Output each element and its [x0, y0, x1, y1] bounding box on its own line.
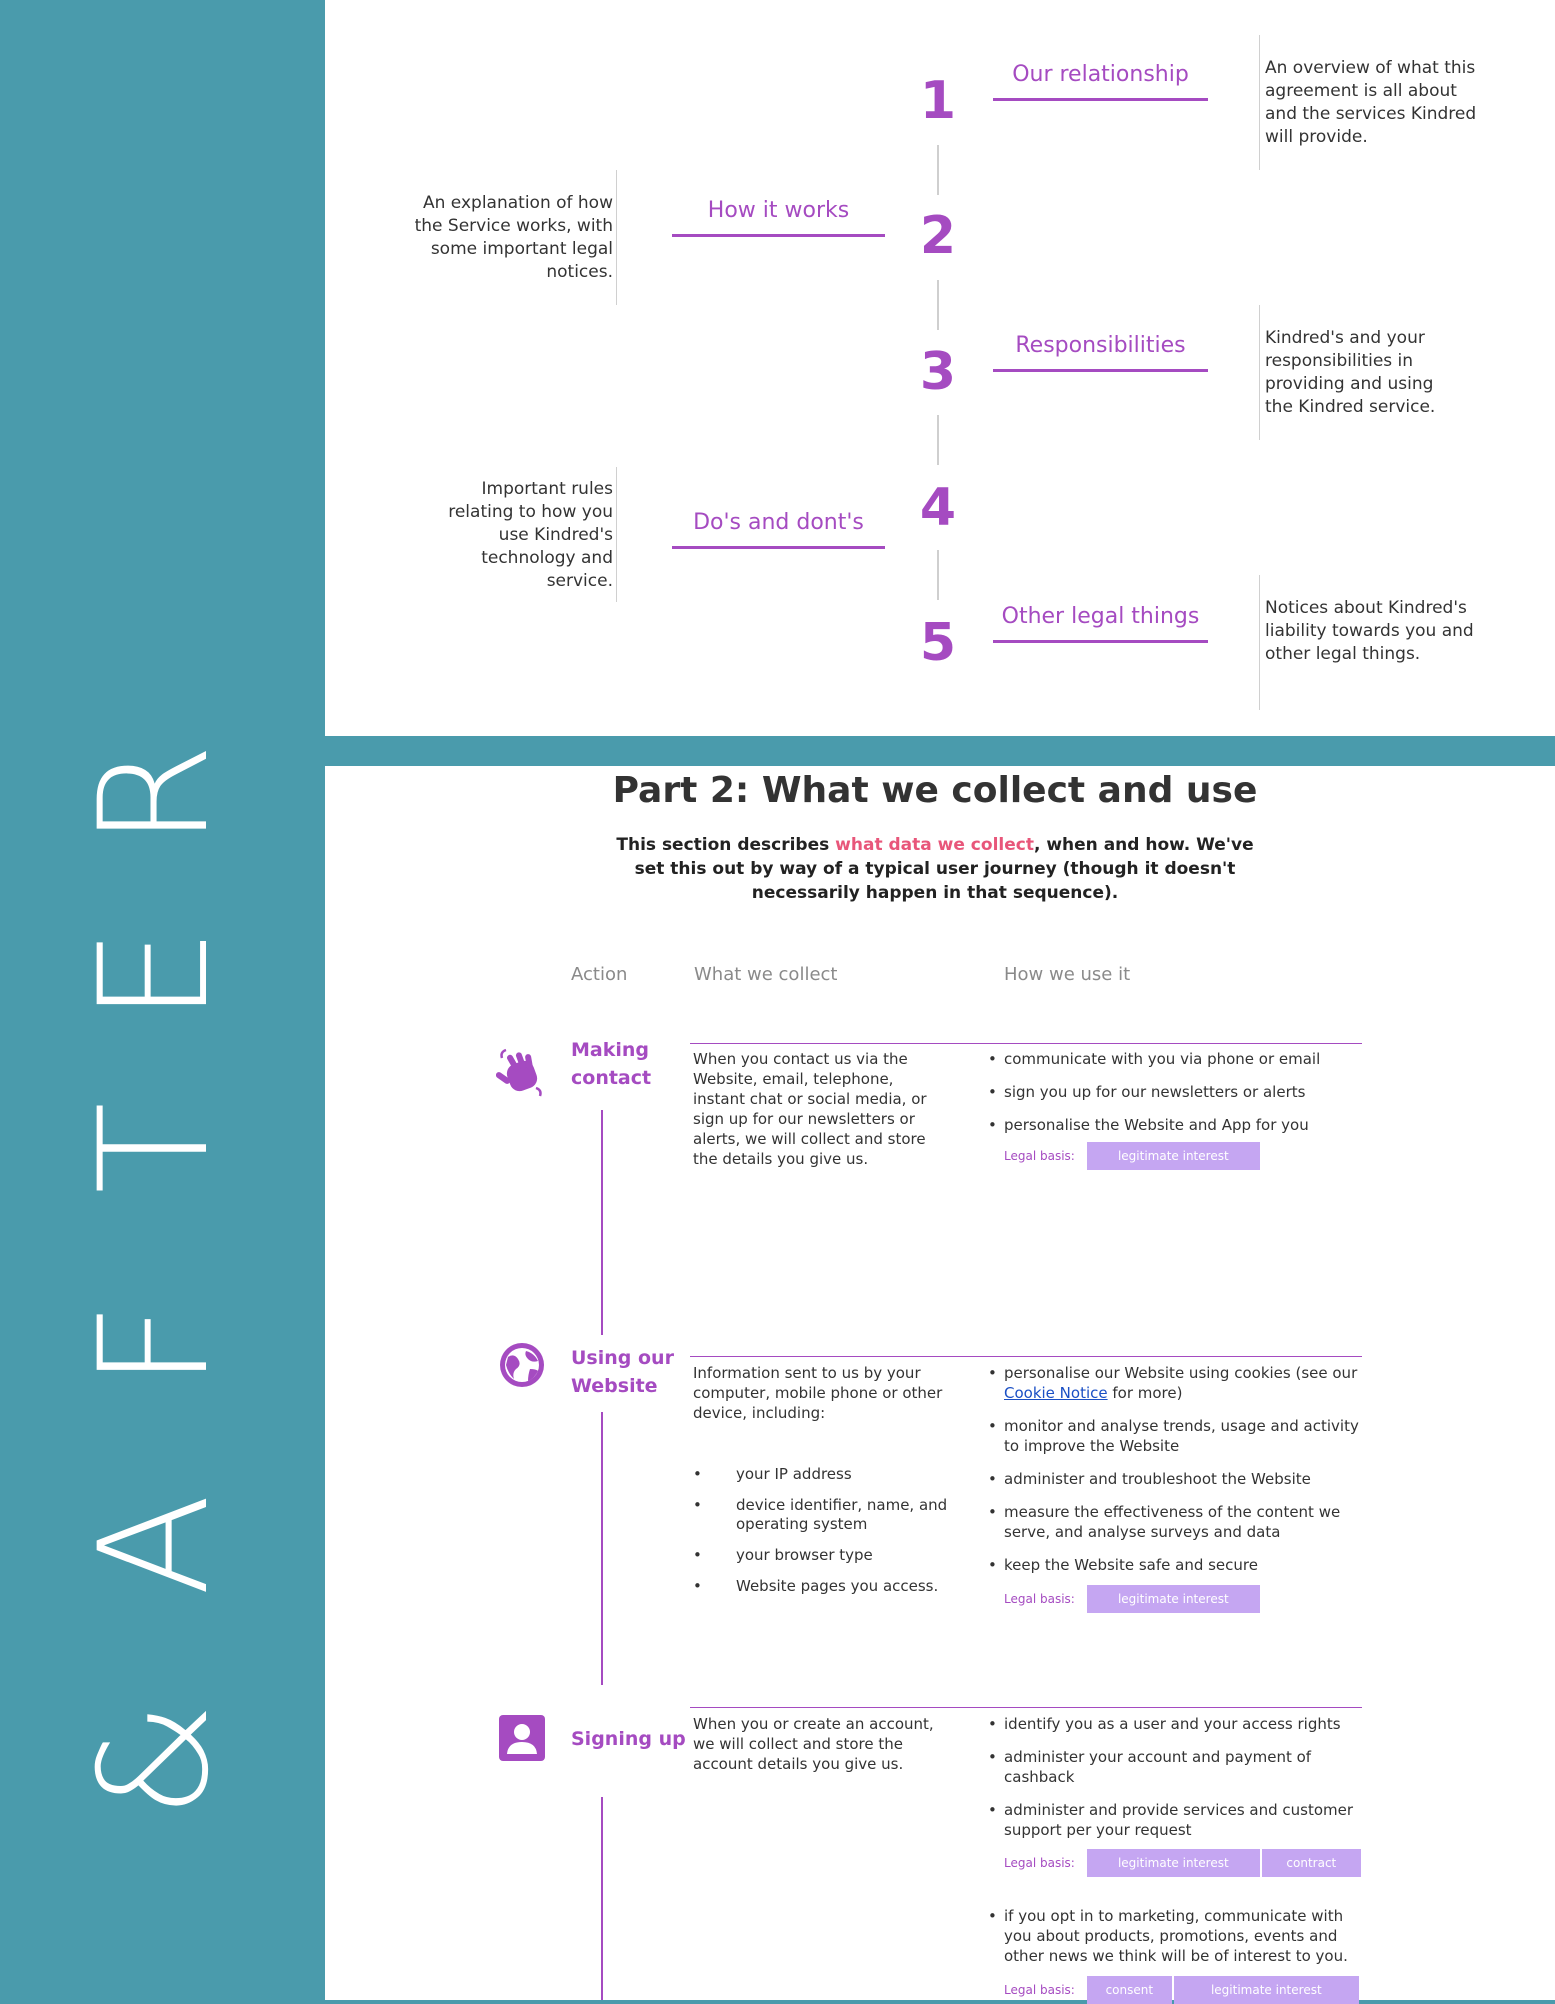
use-item: • measure the effectiveness of the content we serve, and analyse surveys and data [988, 1502, 1368, 1542]
description-divider [1259, 305, 1260, 440]
section-heading-our-relationship: Our relationship [1012, 62, 1189, 87]
sidebar-letter-r: R [68, 742, 242, 848]
sidebar-letter-t: T [68, 1102, 242, 1194]
section-number-1: 1 [919, 71, 957, 131]
sidebar-letter-f: F [68, 1301, 242, 1389]
use-list-signing-up [988, 1714, 1368, 1853]
section-number-5: 5 [919, 613, 957, 673]
sidebar-letter-e: E [68, 927, 242, 1023]
basis-badge: consent [1087, 1976, 1172, 2004]
waving-hand-icon [496, 1048, 546, 1098]
collect-item: • your IP address [693, 1465, 948, 1484]
timeline-line [601, 1110, 603, 1335]
heading-underline [672, 546, 885, 549]
use-item: • administer and provide services and customer support per your request [988, 1800, 1368, 1840]
intro-text: This section describes [616, 835, 836, 855]
basis-badge: legitimate interest [1087, 1585, 1260, 1613]
use-list-signing-up-marketing [988, 1906, 1368, 1979]
heading-underline [993, 640, 1208, 643]
part-intro [610, 833, 1260, 905]
use-item: • communicate with you via phone or email [988, 1049, 1368, 1069]
use-list-making-contact [988, 1049, 1368, 1148]
sidebar [0, 0, 324, 2000]
timeline-line [601, 1412, 603, 1685]
row-divider [690, 1356, 1362, 1357]
use-item: • monitor and analyse trends, usage and activity to improve the Website [988, 1416, 1368, 1456]
description-divider [616, 467, 617, 602]
collect-using-our-website [693, 1363, 948, 1608]
cookie-notice-link[interactable]: Cookie Notice [1004, 1384, 1108, 1402]
use-item [988, 1363, 1368, 1403]
action-signing-up: Signing up [571, 1728, 686, 1750]
use-item: • personalise the Website and App for you [988, 1115, 1368, 1135]
heading-underline [672, 234, 885, 237]
use-item: • if you opt in to marketing, communicate with you about products, promotions, events and other news we think will be of interest to you. [988, 1906, 1368, 1966]
use-text: personalise our Website using cookies (see our [1004, 1364, 1358, 1382]
section-description-3: Kindred's and your responsibilities in providing and using the Kindred service. [1265, 328, 1436, 417]
collect-making-contact: When you contact us via the Website, email, telephone, instant chat or social media, or sign up for our newsletters or alerts, we will collect and store the details you give us. [693, 1050, 927, 1168]
use-item: • sign you up for our newsletters or alerts [988, 1082, 1368, 1102]
connector-line [937, 280, 939, 330]
timeline-line [601, 1797, 603, 2000]
heading-underline [993, 369, 1208, 372]
section-description-2: An explanation of how the Service works, with some important legal notices. [414, 193, 613, 282]
use-item: • keep the Website safe and secure [988, 1555, 1368, 1575]
basis-badge: legitimate interest [1087, 1849, 1260, 1877]
collect-text: Information sent to us by your computer, mobile phone or other device, including: [693, 1364, 943, 1422]
legal-basis [1004, 1142, 1262, 1170]
section-number-2: 2 [919, 206, 957, 266]
section-heading-dos-and-donts: Do's and dont's [693, 510, 864, 535]
action-making-contact: Making contact [571, 1039, 652, 1089]
use-list-using-our-website [988, 1363, 1368, 1588]
description-divider [1259, 35, 1260, 170]
section-description-4: Important rules relating to how you use Kindred's technology and service. [448, 479, 613, 591]
action-using-our-website: Using our Website [571, 1347, 674, 1397]
collect-item: • device identifier, name, and operating system [693, 1496, 948, 1534]
legal-basis-label: Legal basis: [1004, 1856, 1075, 1870]
section-description-1: An overview of what this agreement is all about and the services Kindred will provide. [1265, 58, 1477, 147]
section-number-4: 4 [919, 478, 957, 538]
basis-badge: legitimate interest [1174, 1976, 1359, 2004]
basis-badge: contract [1262, 1849, 1361, 1877]
use-item: • administer and troubleshoot the Website [988, 1469, 1368, 1489]
collect-item: • Website pages you access. [693, 1577, 948, 1596]
sidebar-letter-a: A [68, 1493, 242, 1597]
user-icon [498, 1714, 546, 1762]
collect-item: • your browser type [693, 1546, 948, 1565]
use-text: for more) [1107, 1384, 1183, 1402]
connector-line [937, 550, 939, 600]
intro-text: , when and how. We've set this out by way of a typical user journey (though it doesn't necessarily happen in that sequence). [634, 835, 1254, 903]
legal-basis [1004, 1585, 1262, 1613]
description-divider [1259, 575, 1260, 710]
part-title: Part 2: What we collect and use [612, 770, 1258, 811]
column-header-action: Action [571, 964, 628, 985]
column-header-how-we-use-it: How we use it [1004, 964, 1131, 985]
section-heading-other-legal-things: Other legal things [1001, 604, 1200, 629]
section-description-5: Notices about Kindred's liability towards you and other legal things. [1265, 598, 1474, 664]
sidebar-letter-ampersand: & [68, 1701, 242, 1819]
legal-basis-label: Legal basis: [1004, 1149, 1075, 1163]
legal-basis [1004, 1849, 1363, 1877]
collect-signing-up: When you or create an account, we will collect and store the account details you give us. [693, 1715, 934, 1773]
basis-badge: legitimate interest [1087, 1142, 1260, 1170]
section-heading-responsibilities: Responsibilities [1015, 333, 1186, 358]
use-item: • identify you as a user and your access rights [988, 1714, 1368, 1734]
row-divider [690, 1707, 1362, 1708]
connector-line [937, 415, 939, 465]
section-number-3: 3 [919, 342, 957, 402]
use-item: • administer your account and payment of cashback [988, 1747, 1368, 1787]
row-divider [690, 1043, 1362, 1044]
connector-line [937, 145, 939, 195]
legal-basis-label: Legal basis: [1004, 1592, 1075, 1606]
legal-basis-label: Legal basis: [1004, 1983, 1075, 1997]
column-header-what-we-collect: What we collect [694, 964, 838, 985]
heading-underline [993, 98, 1208, 101]
globe-icon [498, 1341, 546, 1389]
description-divider [616, 170, 617, 305]
section-heading-how-it-works: How it works [707, 198, 850, 223]
intro-highlight: what data we collect [835, 835, 1034, 855]
